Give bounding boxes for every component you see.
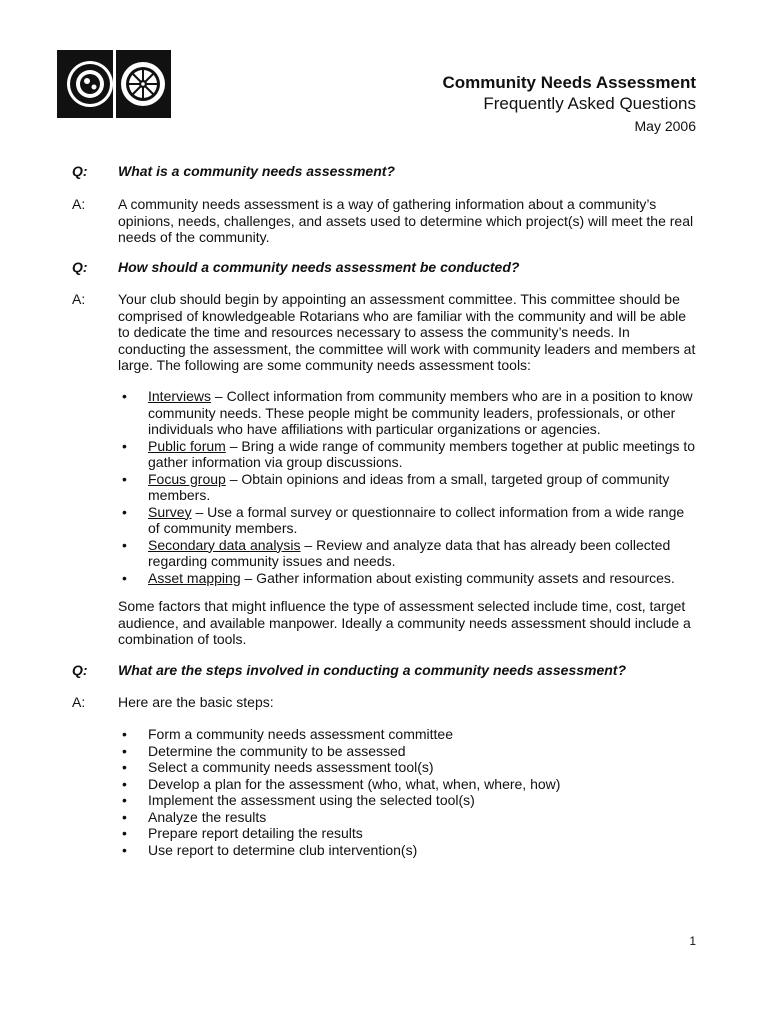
page-number: 1: [689, 934, 696, 948]
answer-text: Your club should begin by appointing an assessment committee. This committee should be comprised of knowledgeable Rotarians who are familiar with the community and will be able to dedicate the time and resources necessary to assess the community’s needs. In conducting the assessment, the committee will work with community leaders and members at large. The following are some community needs assessment tools:: [118, 291, 696, 373]
rotary-logo: [57, 50, 171, 118]
bullet: •: [122, 792, 127, 808]
question-text: How should a community needs assessment be conducted?: [118, 259, 520, 275]
document-subtitle: Frequently Asked Questions: [483, 94, 696, 113]
step-text: Form a community needs assessment committee: [148, 726, 453, 742]
tool-description: – Review and analyze data that has already been collected regarding community issues and needs.: [148, 536, 671, 569]
question-3: [72, 662, 698, 679]
document-header: [442, 72, 696, 136]
answer-text: Here are the basic steps:: [118, 694, 274, 710]
tool-description: – Obtain opinions and ideas from a small, targeted group of community members.: [148, 470, 670, 503]
question-2: [72, 259, 698, 276]
bullet: •: [122, 388, 127, 404]
bullet: •: [122, 775, 127, 792]
list-item: [118, 570, 698, 587]
closing-text: Some factors that might influence the type of assessment selected include time, cost, target audience, and available manpower. Ideally a community needs assessment should include a combination of tools.: [118, 598, 691, 647]
step-text: Use report to determine club intervention(s): [148, 841, 418, 858]
tool-term: Public forum: [148, 437, 226, 454]
question-label: Q:: [72, 259, 88, 275]
answer-3: [72, 694, 698, 711]
answer-2: [72, 291, 698, 374]
list-item: [118, 825, 698, 842]
step-text: Determine the community to be assessed: [148, 742, 406, 759]
question-text: What are the steps involved in conducting a community needs assessment?: [118, 662, 627, 678]
answer-label: A:: [72, 694, 86, 710]
list-item: [118, 726, 698, 743]
document-title: Community Needs Assessment: [442, 73, 696, 92]
step-text: Develop a plan for the assessment (who, what, when, where, how): [148, 775, 561, 792]
answer-text: A community needs assessment is a way of gathering information about a community’s opinions, needs, challenges, and assets used to determine which project(s) will meet the real needs of the community.: [118, 196, 694, 245]
bullet: •: [122, 808, 127, 825]
list-item: [118, 504, 698, 537]
tool-term: Survey: [148, 503, 192, 520]
bullet: •: [122, 569, 127, 586]
bullet: •: [122, 437, 127, 454]
bullet: •: [122, 841, 127, 858]
bullet: •: [122, 825, 127, 841]
list-item: [118, 537, 698, 570]
list-item: [118, 842, 698, 859]
question-1: [72, 163, 698, 180]
question-label: Q:: [72, 662, 88, 678]
question-label: Q:: [72, 163, 88, 179]
bullet: •: [122, 742, 127, 759]
answer-label: A:: [72, 196, 86, 212]
list-item: [118, 388, 698, 438]
tool-description: – Use a formal survey or questionnaire to collect information from a wide range of community members.: [148, 503, 685, 536]
list-item: [118, 809, 698, 826]
answer-label: A:: [72, 291, 86, 307]
tool-term: Focus group: [148, 470, 226, 487]
step-text: Analyze the results: [148, 808, 267, 825]
list-item: [118, 471, 698, 504]
step-text: Select a community needs assessment tool(s): [148, 759, 434, 775]
tool-description: – Bring a wide range of community members together at public meetings to gather information via group discussions.: [148, 437, 696, 470]
bullet: •: [122, 536, 127, 553]
answer-2-closing: [72, 598, 698, 648]
bullet: •: [122, 470, 127, 487]
step-text: Implement the assessment using the selected tool(s): [148, 792, 475, 808]
list-item: [118, 743, 698, 760]
bullet: •: [122, 726, 127, 742]
tool-term: Interviews: [148, 388, 212, 404]
question-text: What is a community needs assessment?: [118, 163, 395, 179]
assessment-tools-list: [118, 388, 698, 586]
answer-1: [72, 196, 698, 246]
tool-description: – Collect information from community members who are in a position to know community needs. These people might be community leaders, professionals, or other individuals who have affiliations with particular organizations or agencies.: [148, 388, 693, 437]
document-date: May 2006: [634, 118, 696, 134]
bullet: •: [122, 503, 127, 520]
tool-description: – Gather information about existing community assets and resources.: [240, 569, 675, 586]
basic-steps-list: [118, 726, 698, 858]
list-item: [118, 438, 698, 471]
step-text: Prepare report detailing the results: [148, 825, 363, 841]
bullet: •: [122, 759, 127, 775]
tool-term: Secondary data analysis: [148, 536, 301, 553]
tool-term: Asset mapping: [148, 569, 241, 586]
list-item: [118, 792, 698, 809]
list-item: [118, 759, 698, 776]
logo-divider: [113, 50, 116, 118]
list-item: [118, 776, 698, 793]
